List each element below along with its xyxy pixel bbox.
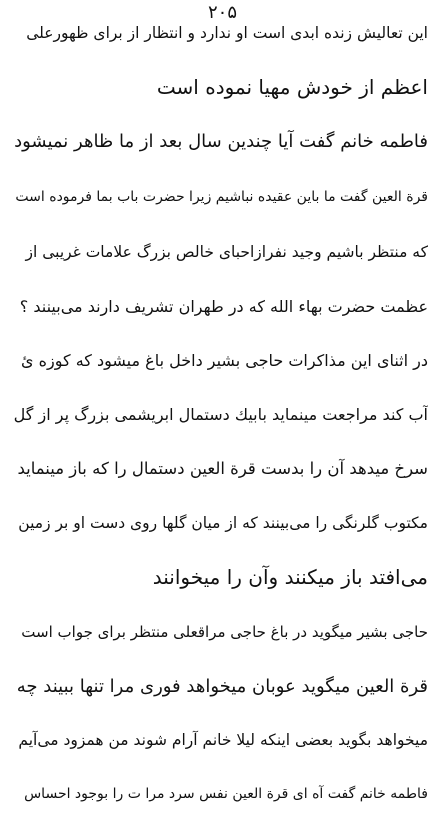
text-line-14: میخواهد بگوید بعضی اینکه لیلا خانم آرام شوند من همزود می‌آیم	[18, 731, 428, 749]
page-number: ۲۰۵	[207, 2, 237, 23]
text-line-6: عظمت حضرت بهاء الله که در طهران تشریف دارند می‌بینند ؟	[19, 297, 428, 316]
text-line-13: قرة العین میگوید عوبان میخواهد فوری مرا تنها ببیند چه	[16, 676, 428, 697]
text-line-8: آب کند مراجعت مینماید بابیك دستمال ابریشمی بزرگ پر از گل	[14, 405, 428, 424]
text-line-9: سرخ میدهد آن را بدست قرة العین دستمال را که باز مینماید	[17, 459, 428, 478]
text-line-15: فاطمه خانم گفت آه ای قرة العین نفس سرد مرا ت را بوجود احساس	[24, 786, 428, 802]
text-line-12: حاجی بشیر میگوید در باغ حاجی مراقعلی منتظر برای جواب است	[21, 623, 428, 641]
text-line-4: قرة العین گفت ما باین عقیده نباشیم زیرا حضرت باب بما فرموده است	[15, 189, 428, 205]
text-line-2: اعظم از خودش مهیا نموده است	[156, 75, 428, 99]
text-line-10: مکتوب گلرنگی را می‌بینند که از میان گلها روی دست او بر زمین	[18, 514, 428, 532]
text-line-5: که منتظر باشیم وجید نفرازاحبای خالص بزرگ علامات غریبی از	[25, 243, 428, 261]
text-line-3: فاطمه خانم گفت آیا چندین سال بعد از ما ظاهر نمیشود	[14, 131, 428, 152]
text-line-7: در اثنای این مذاکرات حاجی بشیر داخل باغ میشود که کوزه ئ	[21, 351, 428, 370]
text-line-11: می‌افتد باز میکنند وآن را میخوانند	[152, 565, 428, 589]
text-line-1: این تعالیش زنده ابدی است او ندارد و انتظار از برای ظهورعلی	[26, 24, 428, 42]
